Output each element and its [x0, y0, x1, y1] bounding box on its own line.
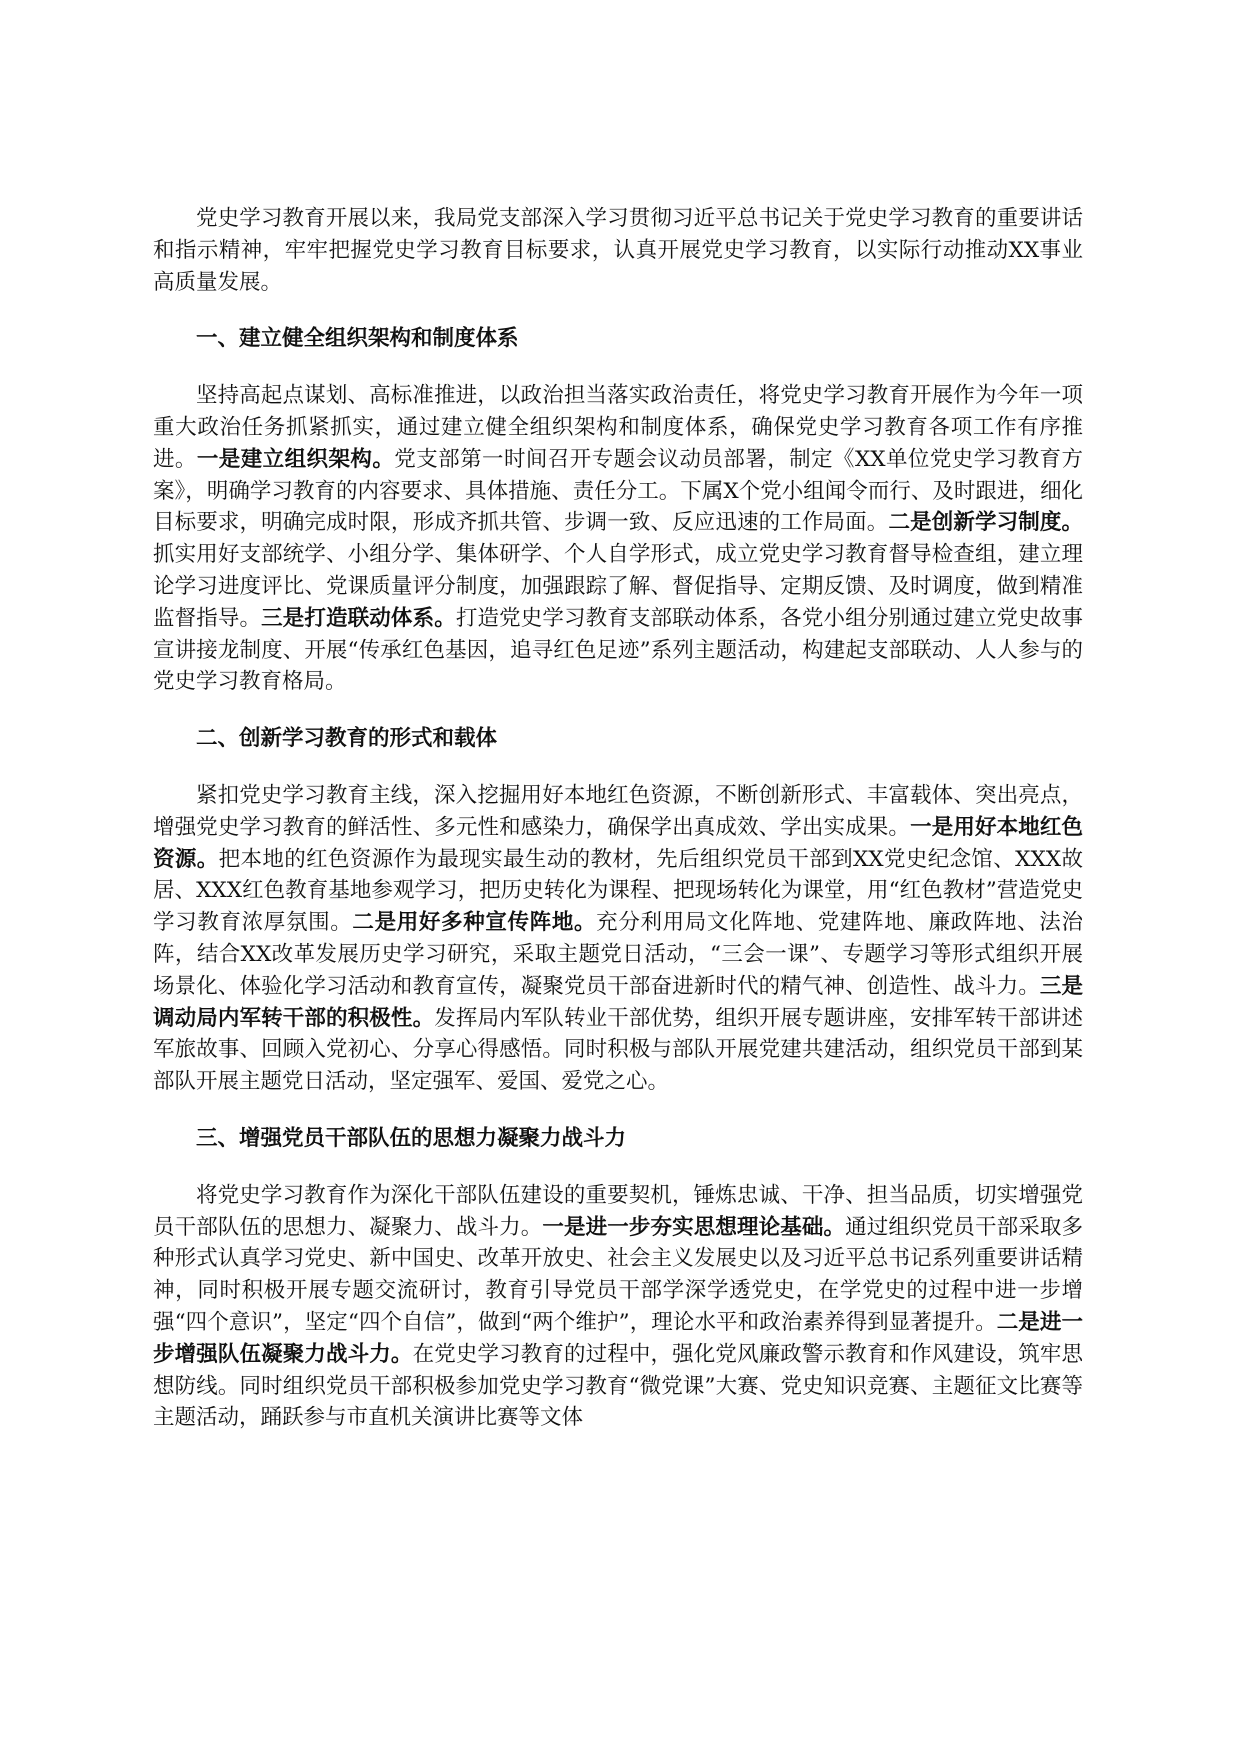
section-paragraph-2 [153, 780, 1083, 1098]
section-lead: 将党史学习教育作为深化干部队伍建设的重要契机，锤炼忠诚、干净、担当品质，切实增强党员干部队伍的思想力、凝聚力、战斗力。 [153, 1182, 1083, 1240]
point-title: 一是用好本地红色资源。 [153, 814, 1083, 872]
point-title: 一是建立组织架构。 [196, 446, 395, 472]
section-paragraph-3 [153, 1180, 1083, 1434]
section-lead: 坚持高起点谋划、高标准推进，以政治担当落实政治责任，将党史学习教育开展作为今年一项重大政治任务抓紧抓实，通过建立健全组织架构和制度体系，确保党史学习教育各项工作有序推进。 [153, 383, 1083, 472]
point-text: 通过组织党员干部采取多种形式认真学习党史、新中国史、改革开放史、社会主义发展史以及习近平总书记系列重要讲话精神，同时积极开展专题交流研讨，教育引导党员干部学深学透党史，在学党史的过程中进一步增强“四个意识”，坚定“四个自信”，做到“两个维护”，理论水平和政治素养得到显著提升。 [153, 1214, 1083, 1335]
point-title: 二是进一步增强队伍凝聚力战斗力。 [153, 1309, 1083, 1367]
point-title: 二是创新学习制度。 [888, 510, 1083, 536]
document-body [153, 203, 1083, 1434]
point-title: 一是进一步夯实思想理论基础。 [542, 1214, 846, 1240]
point-text: 党支部第一时间召开专题会议动员部署，制定《XX单位党史学习教育方案》，明确学习教育的内容要求、具体措施、责任分工。下属X个党小组闻令而行、及时跟进，细化目标要求，明确完成时限，形成齐抓共管、步调一致、反应迅速的工作局面。 [153, 446, 1083, 536]
point-title: 三是调动局内军转干部的积极性。 [153, 973, 1083, 1031]
intro-paragraph: 党史学习教育开展以来，我局党支部深入学习贯彻习近平总书记关于党史学习教育的重要讲话和指示精神，牢牢把握党史学习教育目标要求，认真开展党史学习教育，以实际行动推动XX事业高质量发展。 [153, 206, 1083, 295]
point-text: 把本地的红色资源作为最现实最生动的教材，先后组织党员干部到XX党史纪念馆、XXX故居、XXX红色教育基地参观学习，把历史转化为课程、把现场转化为课堂，用“红色教材”营造党史学习教育浓厚氛围。 [153, 846, 1083, 936]
point-text: 充分利用局文化阵地、党建阵地、廉政阵地、法治阵，结合XX改革发展历史学习研究，采取主题党日活动，“三会一课”、专题学习等形式组织开展场景化、体验化学习活动和教育宣传，凝聚党员干部奋进新时代的精气神、创造性、战斗力。 [153, 910, 1083, 999]
point-text: 抓实用好支部统学、小组分学、集体研学、个人自学形式，成立党史学习教育督导检查组，建立理论学习进度评比、党课质量评分制度，加强跟踪了解、督促指导、定期反馈、及时调度，做到精准监督指导。 [153, 542, 1083, 631]
point-title: 三是打造联动体系。 [261, 605, 456, 631]
point-text: 打造党史学习教育支部联动体系，各党小组分别通过建立党史故事宣讲接龙制度、开展“传承红色基因，追寻红色足迹”系列主题活动，构建起支部联动、人人参与的党史学习教育格局。 [153, 605, 1083, 695]
point-title: 二是用好多种宣传阵地。 [352, 910, 597, 936]
section-paragraph-1 [153, 380, 1083, 698]
point-text: 发挥局内军队转业干部优势，组织开展专题讲座，安排军转干部讲述军旅故事、回顾入党初心、分享心得感悟。同时积极与部队开展党建共建活动，组织党员干部到某部队开展主题党日活动，坚定强军、爱国、爱党之心。 [153, 1005, 1083, 1095]
section-heading-1: 一、建立健全组织架构和制度体系 [196, 326, 519, 352]
section-heading-2: 二、创新学习教育的形式和载体 [196, 726, 498, 752]
point-text: 在党史学习教育的过程中，强化党风廉政警示教育和作风建设，筑牢思想防线。同时组织党员干部积极参加党史学习教育“微党课”大赛、党史知识竞赛、主题征文比赛等主题活动，踊跃参与市直机关演讲比赛等文体 [153, 1341, 1083, 1431]
section-lead: 紧扣党史学习教育主线，深入挖掘用好本地红色资源，不断创新形式、丰富载体、突出亮点，增强党史学习教育的鲜活性、多元性和感染力，确保学出真成效、学出实成果。 [153, 782, 1083, 840]
section-heading-3: 三、增强党员干部队伍的思想力凝聚力战斗力 [196, 1125, 627, 1151]
